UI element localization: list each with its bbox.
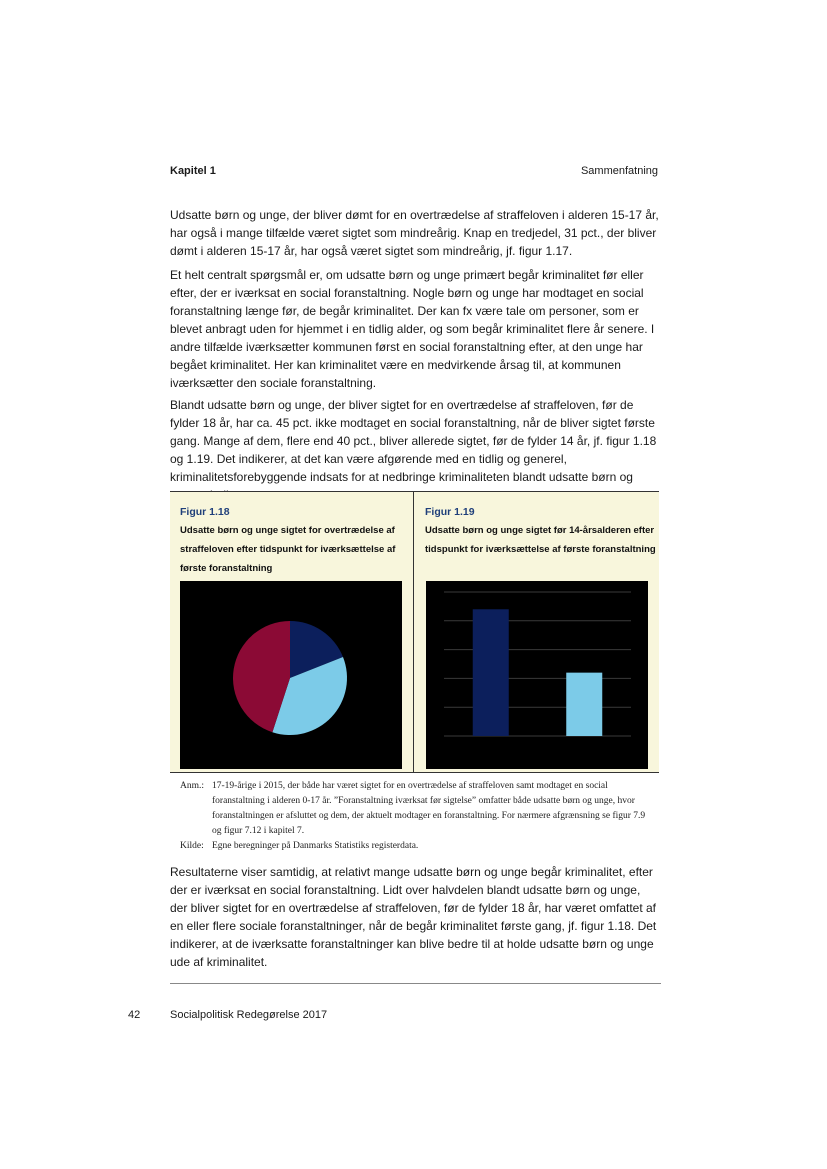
figure-panel (170, 491, 659, 773)
body-paragraph: Blandt udsatte børn og unge, der bliver sigtet for en overtrædelse af straffeloven, før de fylder 18 år, har ca. 45 pct. ikke modtaget en social foranstaltning, når de bliver sigtet første gang. Mange af dem, flere end 40 pct., bliver allerede sigtet, før de fylder 14 år, jf. figur 1.18 og 1.19. Det indikerer, at det kan være afgørende med en tidlig og generel, kriminalitetsforebyggende indsats for at nedbringe kriminaliteten blandt udsatte børn og (170, 398, 657, 484)
figure-1-19-heading (425, 492, 657, 559)
figure-notes (180, 779, 650, 854)
body-paragraph: Resultaterne viser samtidig, at relativt mange udsatte børn og unge begår kriminalitet, efter der er iværksat en social foranstaltning. Lidt over halvdelen blandt udsatte børn og unge, der bliver sigtet for en overtrædelse af straffeloven, før de fylder 18 år, har været omfattet af en eller flere sociale foranstaltninger, når de begår kriminalitet første gang, jf. figur 1.18. Det indikerer, at de iværksatte foranstaltninger kan blive bedre til at holde udsatte børn og unge ude af kriminalitet. (170, 865, 657, 969)
pie-chart (180, 581, 402, 769)
figure-number: Figur 1.19 (425, 506, 475, 518)
section-label: Sammenfatning (580, 165, 658, 177)
figure-title: Udsatte børn og unge sigtet for overtrædelse af straffeloven efter tidspunkt for iværksættelse af første foranstaltning (180, 525, 396, 574)
page-number: 42 (128, 1009, 141, 1021)
source-row (180, 839, 650, 854)
note-label: Anm.: (180, 781, 205, 791)
bar-chart (426, 581, 648, 769)
body-paragraph: Udsatte børn og unge, der bliver dømt for en overtrædelse af straffeloven i alderen 15-17 år, har også i mange tilfælde været sigtet som mindreårig. Knap en tredjedel, 31 pct., der bliver dømt i alderen 15-17 år, har også været sigtet som mindreårig, jf. figur 1.17. (170, 208, 659, 258)
publication-title: Socialpolitisk Redegørelse 2017 (170, 1009, 328, 1021)
figure-title: Udsatte børn og unge sigtet før 14-årsalderen efter tidspunkt for iværksættelse af første foranstaltning (425, 525, 656, 555)
note-row (180, 779, 650, 839)
bar-chart-area (426, 581, 648, 769)
note-text: 17-19-årige i 2015, der både har været sigtet for en overtrædelse af straffeloven samt modtaget en social foranstaltning i alderen 0-17 år. ”Foranstaltning iværksat før sigtelse” omfatter både udsatte børn og unge, hvor foranstaltningen er afsluttet og dem, der aktuelt modtager en foranstaltning. For nærmere afgrænsning se figur 7.9 og figur 7.12 i kapitel 7. (212, 781, 646, 836)
pie-chart-area (180, 581, 402, 769)
source-text: Egne beregninger på Danmarks Statistiks registerdata. (212, 841, 419, 851)
figure-number: Figur 1.18 (180, 506, 230, 518)
footer-rule (170, 983, 661, 984)
bar-2 (566, 673, 602, 736)
body-paragraph: Et helt centralt spørgsmål er, om udsatte børn og unge primært begår kriminalitet før eller efter, der er iværksat en social foranstaltning. Nogle børn og unge har modtaget en social foranstaltning længe før, de begår kriminalitet. Der kan fx være tale om personer, som er blevet anbragt uden for hjemmet i en tidlig alder, og som begår kriminalitet flere år senere. I andre tilfælde iværksætter kommunen først en social foranstaltning efter, at den unge har begået kriminalitet. Her kan kriminalitet være en medvirkende årsag til, at kommunen iværksætter den sociale foranstaltning. (170, 268, 655, 390)
figure-1-18-heading (180, 492, 412, 578)
figure-divider (413, 492, 414, 772)
source-label: Kilde: (180, 841, 204, 851)
chapter-label: Kapitel 1 (170, 165, 216, 177)
bar-1 (473, 609, 509, 736)
